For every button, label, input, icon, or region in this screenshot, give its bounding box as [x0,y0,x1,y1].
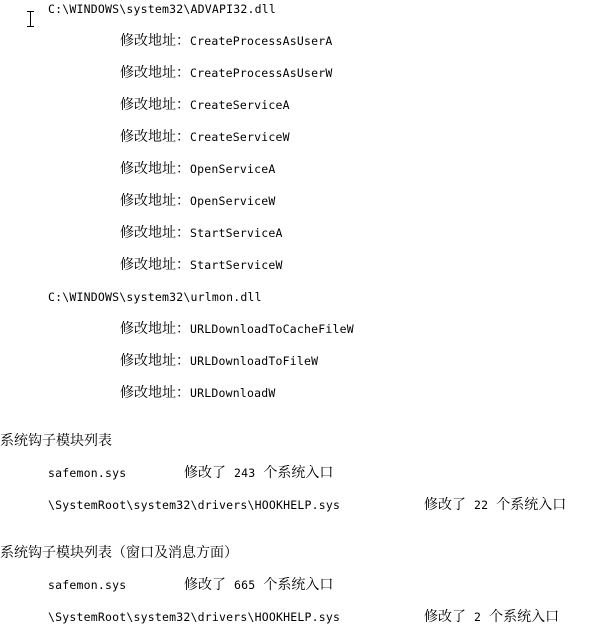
entry-label: 修改地址： [120,193,190,209]
entry-label: 修改地址： [120,65,190,81]
table-row [48,609,559,625]
entry-function: OpenServiceA [190,162,276,176]
entry-label: 修改地址： [120,97,190,113]
modified-suffix: 个系统入口 [489,609,560,625]
list-item [120,321,354,337]
list-item [120,65,332,81]
list-item [120,161,275,177]
list-item [120,33,332,49]
entry-label: 修改地址： [120,33,190,49]
section-title: 系统钩子模块列表 [0,433,112,449]
modified-prefix: 修改了 [424,497,466,513]
modified-prefix: 修改了 [184,465,226,481]
entry-function: CreateProcessAsUserA [190,34,333,48]
list-item [120,129,290,145]
entry-function: CreateServiceW [190,130,290,144]
entry-function: URLDownloadToFileW [190,354,319,368]
list-item [120,225,283,241]
modified-prefix: 修改了 [184,577,226,593]
module-name: safemon.sys [48,466,127,480]
module-name: safemon.sys [48,578,127,592]
list-item [120,257,283,273]
modified-count: 243 [234,466,256,480]
list-item [120,385,275,401]
entry-label: 修改地址： [120,353,190,369]
dll-path: C:\WINDOWS\system32\urlmon.dll [48,290,262,304]
entry-label: 修改地址： [120,161,190,177]
list-item [120,353,318,369]
dll-path: C:\WINDOWS\system32\ADVAPI32.dll [48,2,276,16]
modified-count: 2 [474,610,482,624]
entry-label: 修改地址： [120,225,190,241]
modified-suffix: 个系统入口 [496,497,567,513]
entry-label: 修改地址： [120,257,190,273]
table-row [48,497,566,513]
module-name: \SystemRoot\system32\drivers\HOOKHELP.sys [48,498,341,512]
list-item [120,97,290,113]
entry-function: StartServiceW [190,258,283,272]
entry-label: 修改地址： [120,129,190,145]
section-title: 系统钩子模块列表（窗口及消息方面） [0,545,238,561]
modified-count: 665 [234,578,256,592]
modified-suffix: 个系统入口 [263,577,334,593]
modified-suffix: 个系统入口 [263,465,334,481]
modified-prefix: 修改了 [424,609,466,625]
entry-function: OpenServiceW [190,194,276,208]
modified-count: 22 [474,498,489,512]
table-row [48,465,333,481]
entry-function: URLDownloadW [190,386,276,400]
entry-function: CreateProcessAsUserW [190,66,333,80]
entry-function: CreateServiceA [190,98,290,112]
entry-function: URLDownloadToCacheFileW [190,322,354,336]
list-item [120,193,275,209]
text-cursor-icon [27,10,35,28]
table-row [48,577,333,593]
entry-function: StartServiceA [190,226,283,240]
entry-label: 修改地址： [120,385,190,401]
entry-label: 修改地址： [120,321,190,337]
module-name: \SystemRoot\system32\drivers\HOOKHELP.sys [48,610,341,624]
